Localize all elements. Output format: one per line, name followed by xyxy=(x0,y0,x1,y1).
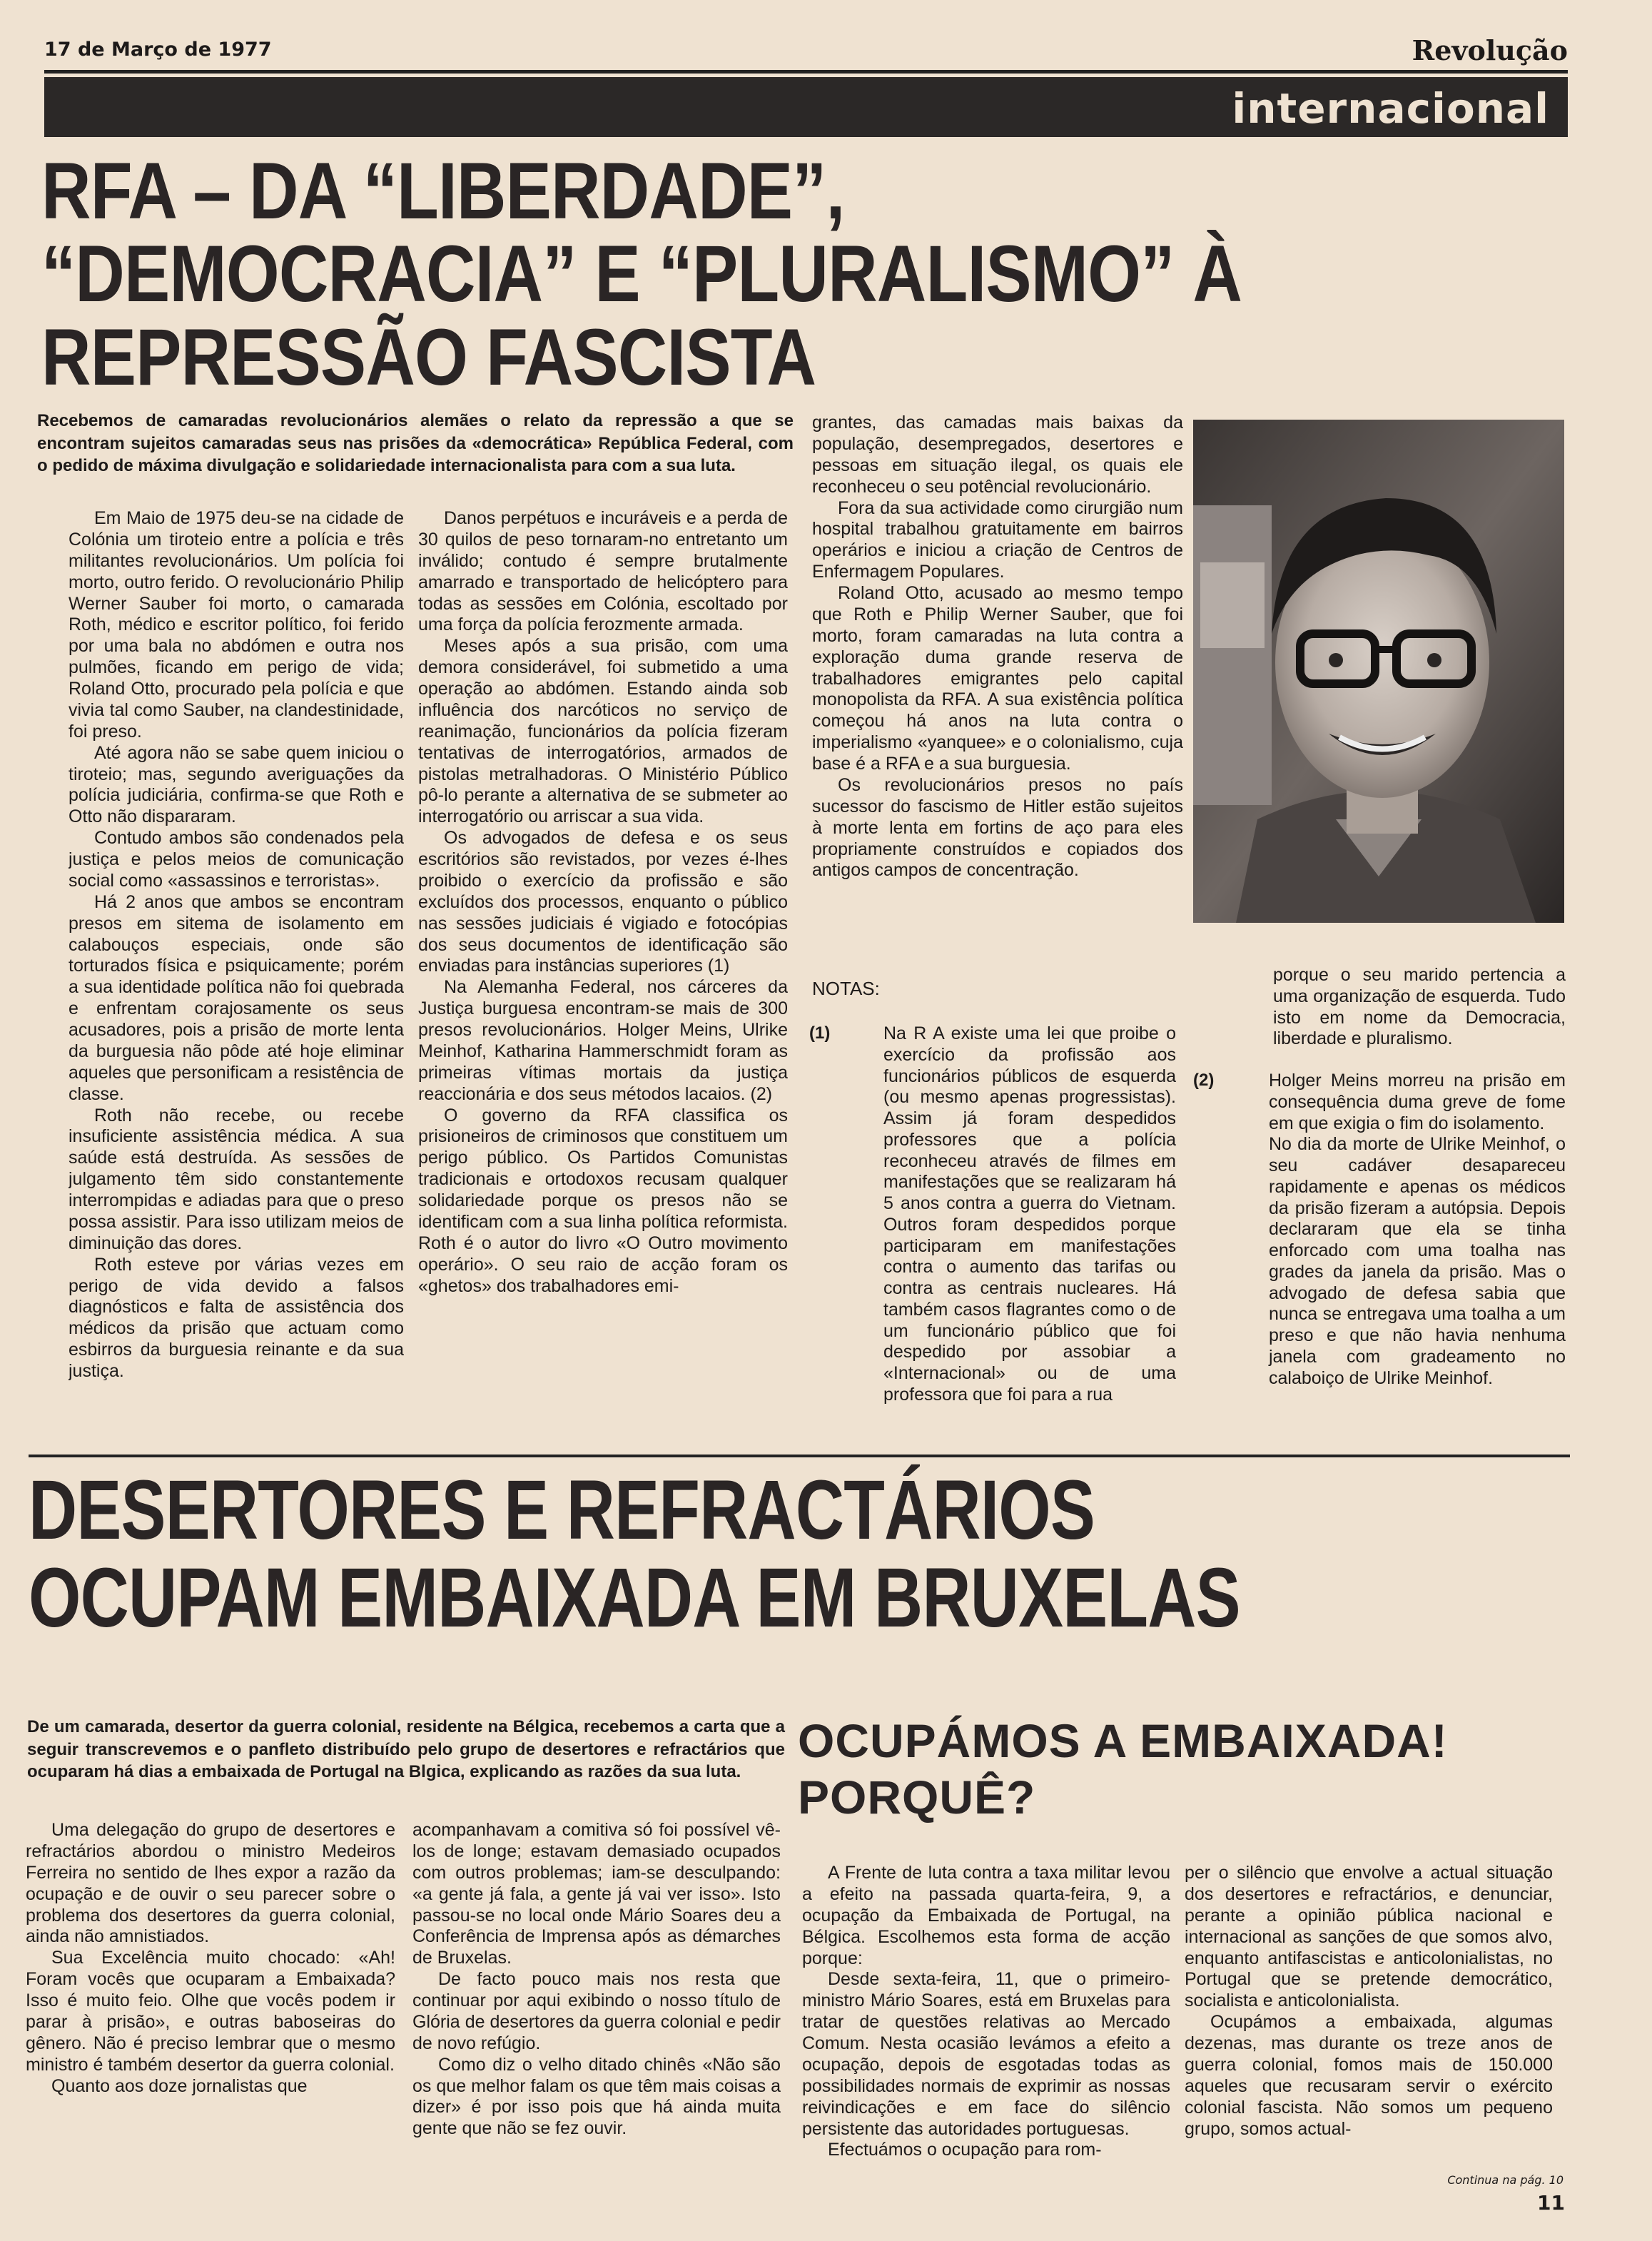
page-number: 11 xyxy=(1537,2191,1565,2215)
section-label: internacional xyxy=(1222,83,1559,134)
notes-title: NOTAS: xyxy=(812,978,880,999)
note-1-continuation: porque o seu marido pertencia a uma organização de esquerda. Tudo isto em nome da Democracia, liberdade e pluralismo. xyxy=(1273,965,1566,1049)
paragraph: Na Alemanha Federal, nos cárceres da Justiça burguesa encontram-se mais de 300 presos revolucionários. Holger Meins, Ulrike Meinhof, Katharina Hammerschmidt foram as primeiras vítimas mortais da justiça reaccionária e dos seus métodos lacaios. (2) xyxy=(418,977,788,1104)
article1-column-2 xyxy=(418,508,788,1443)
note-1-number: (1) xyxy=(809,1023,831,1043)
article2-column-1 xyxy=(26,1820,395,2177)
article1-column-1 xyxy=(69,508,404,1443)
note-1-text: Na R A existe uma lei que proibe o exercício da profissão aos funcionários públicos de esquerda (ou mesmo apenas progressistas). Assim já foram despedidos professores que a polícia reconheceu através de filmes em manifestações que se realizaram há 5 anos contra a guerra do Vietnam. Outros foram despedidos porque participaram em manifestações contra o aumento das tarifas ou contra as centrais nucleares. Há também casos flagrantes como o de um funcionário público que foi despedido por assobiar a «Internacional» ou de uma professora que foi para a rua xyxy=(883,1023,1176,1405)
paragraph: Há 2 anos que ambos se encontram presos em sitema de isolamento em calabouços especiais, onde são torturados física e psiquicamente; porém a sua identidade política não foi quebrada e enfrentam corajosamente os seus acusadores, pois a prisão de morte lenta da burguesia não pôde até hoje eliminar aqueles que personificam a resistência de classe. xyxy=(69,891,404,1104)
portrait-photo xyxy=(1193,420,1564,923)
paragraph: Efectuámos o ocupação para rom- xyxy=(828,2140,1102,2160)
paragraph: per o silêncio que envolve a actual situação dos desertores e refractários, e denunciar, perante a opinião pública nacional e internacional as sanções de que somos alvo, enquanto antifascistas e anticolonialistas, no Portugal que se pretende democrático, socialista e anticolonialista. xyxy=(1185,1863,1553,2011)
paragraph: Contudo ambos são condenados pela justiça e pelos meios de comunicação social como «assassinos e terroristas». xyxy=(69,828,404,891)
paragraph: Os revolucionários presos no país sucessor do fascismo de Hitler estão sujeitos à morte lenta em fortins de aço para eles propriamente construídos e copiados dos antigos campos de concentração. xyxy=(812,774,1183,881)
paragraph: Roland Otto, acusado ao mesmo tempo que Roth e Philip Werner Sauber, que foi morto, foram camaradas na luta contra a exploração duma grande reserva de trabalhadores emigrantes pelo capital monopolista da RFA. A sua existência política começou há anos na luta contra o imperialismo «yanquee» e o colonialismo, cuja base é a RFA e a sua burguesia. xyxy=(812,583,1183,774)
article2-column-4 xyxy=(1185,1863,1553,2170)
note-2-text xyxy=(1269,1071,1566,1389)
paragraph: Os advogados de defesa e os seus escritórios são revistados, por vezes é-lhes proibido o exercício da profissão e são excluídos dos processos, enquanto o público nas sessões judiciais é vigiado e fotocópias dos seus documentos de identificação são enviadas para instâncias superiores (1) xyxy=(418,828,788,976)
note-2-number: (2) xyxy=(1193,1071,1215,1090)
paragraph: De facto pouco mais nos resta que continuar por aqui exibindo o nosso título de Glória de desertores da guerra colonial e pedir de novo refúgio. xyxy=(412,1969,781,2053)
issue-date: 17 de Março de 1977 xyxy=(44,39,272,61)
article1-headline: RFA – DA “LIBERDADE”, “DEMOCRACIA” E “PLURALISMO” À REPRESSÃO FASCISTA xyxy=(41,146,1242,402)
publication-name: Revolução xyxy=(1412,34,1568,66)
article2-intro: De um camarada, desertor da guerra colonial, residente na Bélgica, recebemos a carta que a seguir transcrevemos e o panfleto distribuído pelo grupo de desertores e refractários que ocuparam há dias a embaixada de Portugal na Blgica, explicando as razões da sua luta. xyxy=(27,1717,785,1782)
article2-column-3 xyxy=(802,1863,1170,2184)
paragraph: Até agora não se sabe quem iniciou o tiroteio; mas, segundo averiguações da polícia judiciária, confirma-se que Roth e Otto não dispararam. xyxy=(69,742,404,827)
paragraph: Uma delegação do grupo de desertores e refractários abordou o ministro Medeiros Ferreira no sentido de lhes expor a razão da ocupação e de ouvir o seu parecer sobre o problema dos desertores da guerra colonial, ainda não amnistiados. xyxy=(26,1820,395,1947)
paragraph: Roth não recebe, ou recebe insuficiente assistência médica. A sua saúde está destruída. As sessões de julgamento têm sido constantemente interrompidas e adiadas para que o preso possa assistir. Para isso utilizam meios de diminuição das dores. xyxy=(69,1105,404,1253)
article2-headline: DESERTORES E REFRACTÁRIOS OCUPAM EMBAIXADA EM BRUXELAS xyxy=(29,1463,1240,1645)
article2-column-2 xyxy=(412,1820,781,2177)
portrait-image xyxy=(1193,420,1564,923)
section-banner xyxy=(44,77,1568,137)
article1-intro: Recebemos de camaradas revolucionários alemães o relato da repressão a que se encontram sujeitos camaradas seus nas prisões da «democrática» República Federal, com o pedido de máxima divulgação e solidariedade internacionalista para com a sua luta. xyxy=(37,411,794,476)
paragraph: A Frente de luta contra a taxa militar levou a efeito na passada quarta-feira, 9, a ocupação da Embaixada de Portugal, na Bélgica. Escolhemos esta forma de acção porque: xyxy=(802,1863,1170,1968)
paragraph: Meses após a sua prisão, com uma demora considerável, foi submetido a uma operação ao abdómen. Estando ainda sob influência dos narcóticos no serviço de reanimação, funcionários da polícia fizeram tentativas de interrogatórios, armados de pistolas metralhadoras. O Ministério Público pô-lo perante a alternativa de se submeter ao interrogatório ou arriscar a sua vida. xyxy=(418,636,788,827)
paragraph: O governo da RFA classifica os prisioneiros de criminosos que constituem um perigo público. Os Partidos Comunistas tradicionais e ortodoxos recusam qualquer solidariedade porque os presos não se identificam com a sua linha política reformista. Roth é o autor do livro «O Outro movimento operário». O seu raio de acção foram os «ghetos» dos trabalhadores emi- xyxy=(418,1105,788,1296)
paragraph: Desde sexta-feira, 11, que o primeiro-ministro Mário Soares, está em Bruxelas para tratar de questões relativas ao Mercado Comum. Nesta ocasião levámos a efeito a ocupação, depois de esgotadas todas as possibilidades normais de exprimir as nossas reivindicações e em face do silêncio persistente das autoridades portuguesas. xyxy=(802,1969,1170,2139)
paragraph: Quanto aos doze jornalistas que xyxy=(51,2075,308,2096)
note-2-paragraph: No dia da morte de Ulrike Meinhof, o seu cadáver desapareceu rapidamente e apenas os médicos da prisão fizeram a autópsia. Depois declararam que ela se tinha enforcado com uma toalha nas grades da janela da prisão. Mas o advogado de defesa sabia que nunca se entregava uma toalha a um preso e que não havia nenhuma janela com gradeamento no calaboiço de Ulrike Meinhof. xyxy=(1269,1134,1566,1388)
note-2-paragraph: Holger Meins morreu na prisão em consequência duma greve de fome em que exigia o fim do isolamento. xyxy=(1269,1071,1566,1133)
paragraph: Roth esteve por várias vezes em perigo de vida devido a falsos diagnósticos e falta de assistência dos médicos da prisão que actuam como esbirros da burguesia reinante e da sua justiça. xyxy=(69,1254,404,1381)
article1-column-3 xyxy=(812,413,1183,962)
paragraph: Como diz o velho ditado chinês «Não são os que melhor falam os que têm mais coisas a dizer» é por isso pois que há ainda muita gente que não se fez ouvir. xyxy=(412,2054,781,2139)
paragraph: Em Maio de 1975 deu-se na cidade de Colónia um tiroteio entre a polícia e três militantes revolucionários. Um polícia foi morto, outro ferido. O revolucionário Philip Werner Sauber foi morto, o camarada Roth, médico e escritor político, foi ferido por uma bala no abdómen e outra nos pulmões, ficando em perigo de vida; Roland Otto, procurado pela polícia e que vivia tal como Sauber, na clandestinidade, foi preso. xyxy=(69,508,404,742)
continuation-note: Continua na pág. 10 xyxy=(1447,2173,1564,2187)
paragraph: Fora da sua actividade como cirurgião num hospital trabalhou gratuitamente em bairros operários e iniciou a criação de Centros de Enfermagem Populares. xyxy=(812,497,1183,582)
article-divider xyxy=(29,1455,1570,1457)
masthead-rule xyxy=(44,70,1568,74)
paragraph: grantes, das camadas mais baixas da população, desempregados, desertores e pessoas em situação ilegal, os quais ele reconheceu o seu potêncial revolucionário. xyxy=(812,413,1183,497)
paragraph: acompanhavam a comitiva só foi possível vê-los de longe; estavam demasiado ocupados com outros problemas; iam-se desculpando: «a gente já fala, a gente já vai ver isso». Isto passou-se no local onde Mário Soares deu a Conferência de Imprensa após as démarches de Bruxelas. xyxy=(412,1820,781,1968)
paragraph: Ocupámos a embaixada, algumas dezenas, mas durante os treze anos de guerra colonial, fomos mais de 150.000 aqueles que recusaram servir o exército colonial fascista. Não somos um pequeno grupo, somos actual- xyxy=(1185,2012,1553,2139)
paragraph: Sua Excelência muito chocado: «Ah! Foram vocês que ocuparam a Embaixada? Isso é muito feio. Olhe que vocês podem ir parar à prisão», e outras baboseiras do gênero. Não é preciso lembrar que o mesmo ministro é também desertor da guerra colonial. xyxy=(26,1948,395,2075)
paragraph: Danos perpétuos e incuráveis e a perda de 30 quilos de peso tornaram-no entretanto um inválido; contudo é sempre brutalmente amarrado e transportado de helicóptero para todas as sessões em Colónia, escoltado por uma força da polícia ferozmente armada. xyxy=(418,508,788,635)
article2-subheadline: OCUPÁMOS A EMBAIXADA! PORQUÊ? xyxy=(798,1714,1448,1824)
